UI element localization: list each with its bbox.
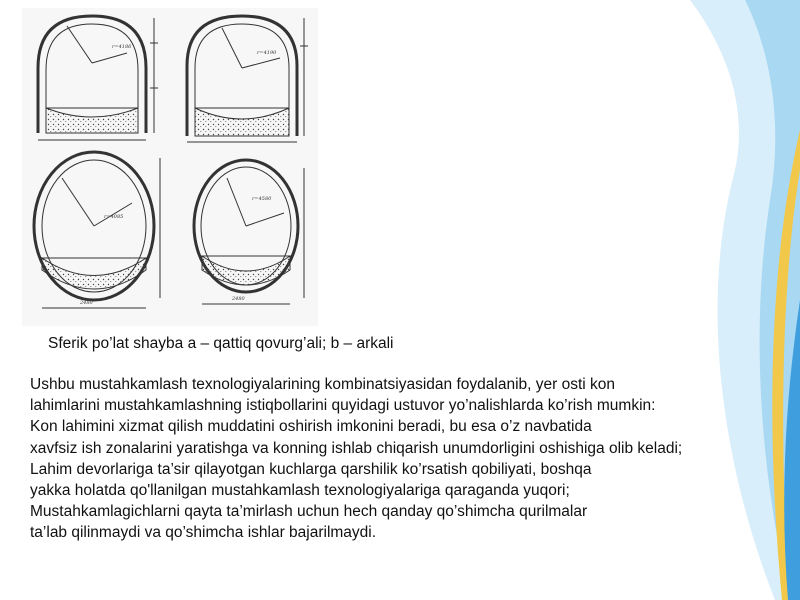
diagram-top-right [187,16,308,142]
body-line: Ushbu mustahkamlash texnologiyalarining kombinatsiyasidan foydalanib, yer osti kon [30,376,616,393]
label-width-1: 2480 [80,300,93,306]
body-line: lahimlarini mustahkamlashning istiqbollarini quyidagi ustuvor yo’nalishlarda ko’rish mumkin: [30,397,656,415]
body-line: ta’lab qilinmaydi va qo’shimcha ishlar bajarilmaydi. [30,524,377,542]
label-r3: r=4085 [104,214,124,220]
diagram-bottom-left [34,152,160,308]
label-width-2: 2480 [232,296,245,302]
diagram-top-left [38,16,158,140]
bullet-line: Lahim devorlariga ta’sir qilayotgan kuchlarga qarshilik ko’rsatish qobiliyati, boshqa [30,460,592,478]
body-text [30,374,790,544]
bullet-line: Mustahkamlagichlarni qayta ta’mirlash uchun hech qanday qo’shimcha qurilmalar [30,503,588,521]
figure-caption: Sferik po’lat shayba a – qattiq qovurg’ali; b – arkali [48,335,394,352]
figure-tunnel-sections [22,8,318,326]
label-r1: r=4186 [112,44,132,50]
body-line: xavfsiz ish zonalarini yaratishga va konning ishlab chiqarish unumdorligini oshishiga olib keladi; [30,439,683,457]
body-line: Kon lahimini xizmat qilish muddatini oshirish imkonini beradi, bu esa o’z navbatida [30,418,592,436]
label-r2: r=4190 [257,50,277,56]
diagram-bottom-right [194,160,304,304]
label-r4: r=4580 [252,196,272,202]
tunnel-diagrams [22,8,318,326]
body-line: yakka holatda qo'llanilgan mustahkamlash texnologiyalariga qaraganda yuqori; [30,481,570,499]
